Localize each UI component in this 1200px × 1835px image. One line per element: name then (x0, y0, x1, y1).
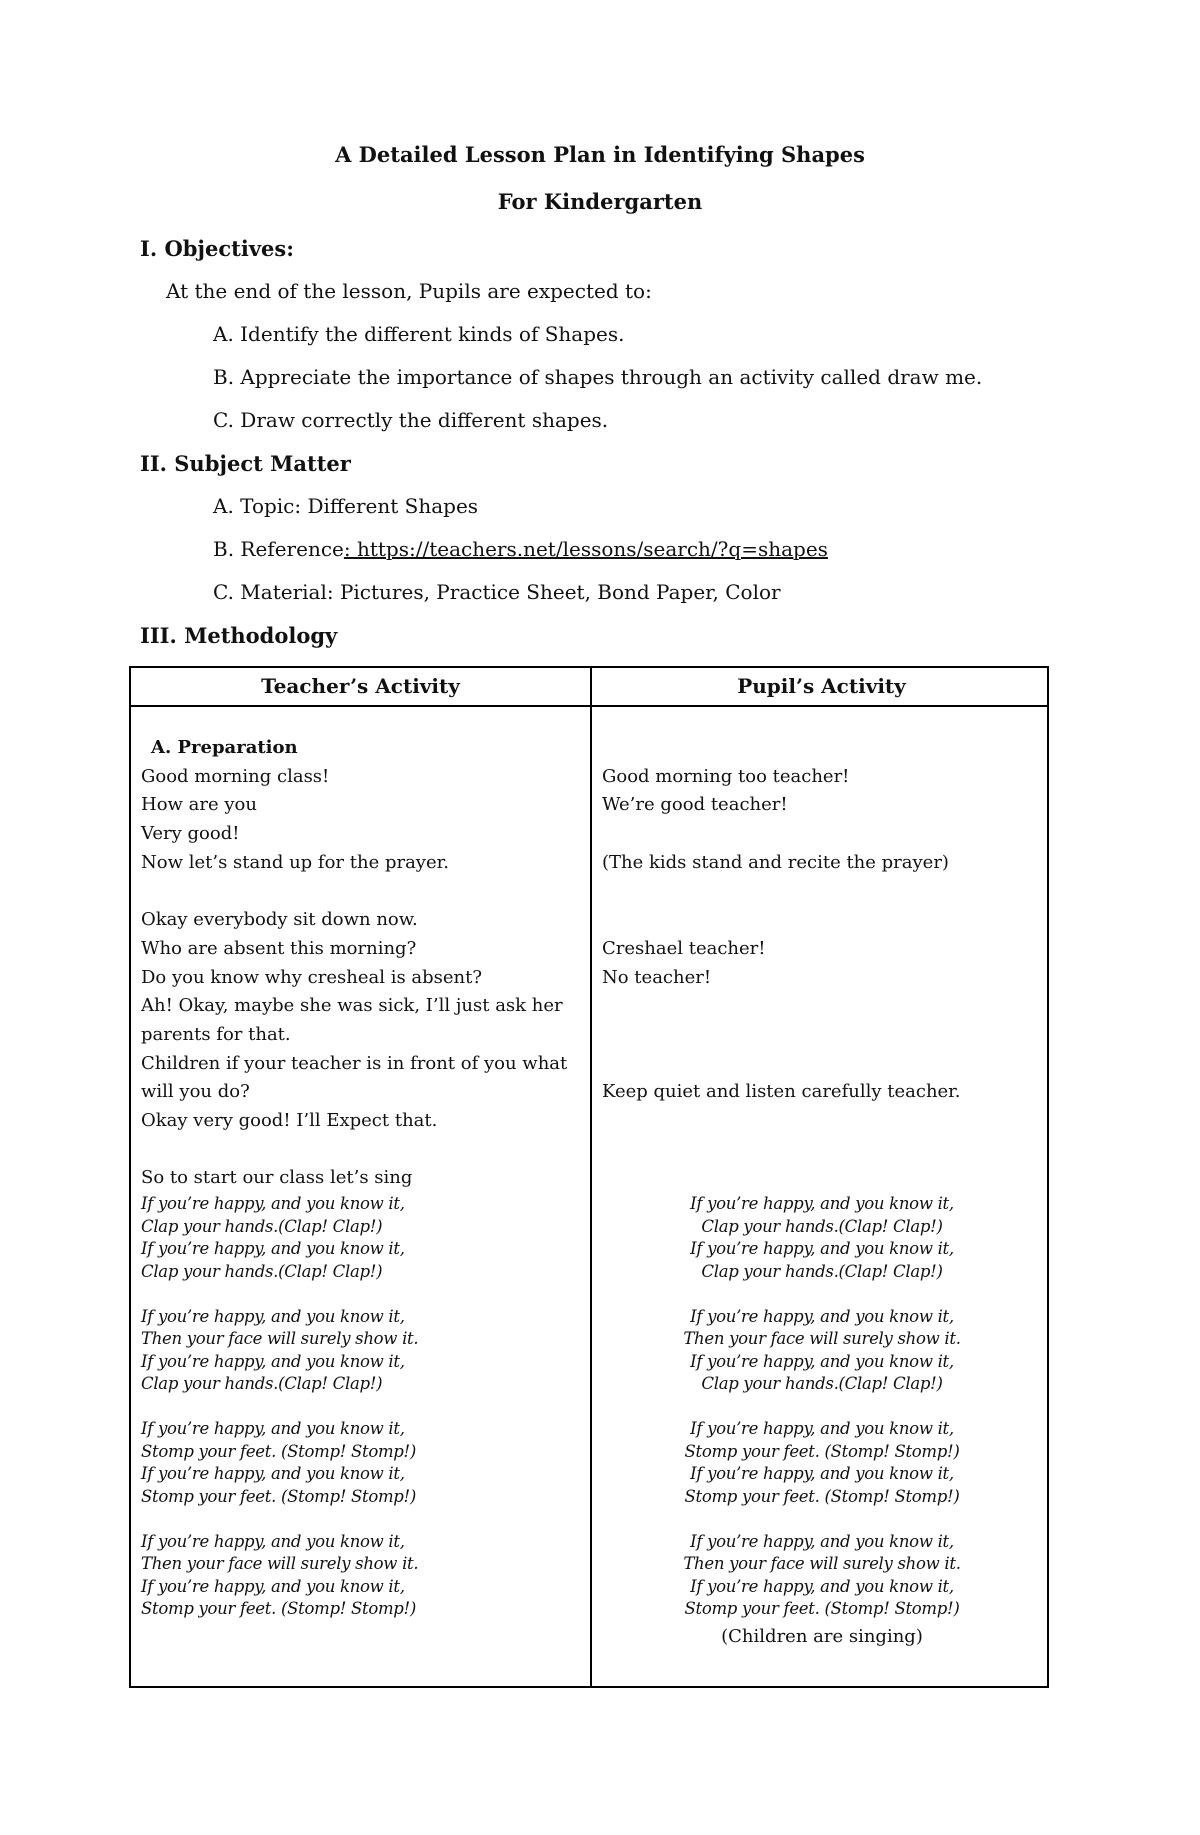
song-line: Clap your hands.(Clap! Clap!) (701, 1261, 943, 1281)
pupil-line (602, 906, 1042, 935)
table-header-pupil: Pupil’s Activity (737, 674, 906, 698)
song-line: Stomp your feet. (Stomp! Stomp!) (684, 1486, 960, 1506)
teacher-line: How are you (141, 794, 257, 816)
teacher-line: So to start our class let’s sing (141, 1167, 413, 1189)
song-line: Then your face will surely show it. (141, 1554, 419, 1573)
song-line: Stomp your feet. (Stomp! Stomp!) (141, 1486, 417, 1506)
reference-label: B. Reference (213, 537, 344, 561)
teacher-line: Good morning class! (141, 765, 330, 787)
pupil-line: We’re good teacher! (602, 794, 788, 816)
subject-reference (213, 537, 828, 561)
song-line: If you’re happy, and you know it, (141, 1576, 405, 1596)
pupil-column (602, 734, 1042, 1651)
song-line: Clap your hands.(Clap! Clap!) (141, 1374, 383, 1393)
objective-item-b: B. Appreciate the importance of shapes through an activity called draw me. (213, 365, 983, 389)
song-line: Clap your hands.(Clap! Clap!) (701, 1216, 943, 1236)
subject-matter-heading: II. Subject Matter (140, 451, 351, 476)
teacher-line: Who are absent this morning? (141, 937, 417, 959)
objective-item-c: C. Draw correctly the different shapes. (213, 408, 609, 432)
song-line: If you’re happy, and you know it, (690, 1531, 954, 1551)
teacher-line: Okay everybody sit down now. (141, 909, 418, 931)
song-line: If you’re happy, and you know it, (690, 1239, 954, 1258)
subject-material: C. Material: Pictures, Practice Sheet, Bond Paper, Color (213, 580, 781, 604)
teacher-line (141, 1136, 581, 1165)
song-line: If you’re happy, and you know it, (141, 1194, 405, 1213)
teacher-line: will you do? (141, 1081, 250, 1103)
teacher-line: Ah! Okay, maybe she was sick, I’ll just ask her (141, 995, 563, 1017)
song-line: If you’re happy, and you know it, (690, 1464, 954, 1483)
song-line: Stomp your feet. (Stomp! Stomp!) (684, 1441, 960, 1461)
song-line: If you’re happy, and you know it, (690, 1576, 954, 1596)
teacher-line: Okay very good! I’ll Expect that. (141, 1109, 438, 1131)
song-line: Stomp your feet. (Stomp! Stomp!) (141, 1599, 417, 1618)
song-line: Then your face will surely show it. (683, 1329, 961, 1348)
teacher-line (141, 877, 581, 906)
song-line: If you’re happy, and you know it, (141, 1306, 405, 1326)
teacher-line: Do you know why cresheal is absent? (141, 966, 483, 988)
pupil-line: Creshael teacher! (602, 937, 766, 959)
document-title: A Detailed Lesson Plan in Identifying Shapes (335, 142, 865, 167)
pupil-line (602, 1021, 1042, 1050)
reference-link[interactable]: : https://teachers.net/lessons/search/?q=shapes (343, 537, 828, 561)
song-line: If you’re happy, and you know it, (690, 1351, 954, 1371)
table-header-teacher: Teacher’s Activity (261, 674, 460, 698)
song-line: If you’re happy, and you know it, (141, 1351, 405, 1371)
pupil-line: Good morning too teacher! (602, 765, 850, 787)
song-line: Then your face will surely show it. (683, 1554, 961, 1573)
song-line: If you’re happy, and you know it, (690, 1419, 954, 1438)
song-line: Clap your hands.(Clap! Clap!) (141, 1261, 383, 1281)
table-column-divider (590, 668, 592, 1686)
objectives-heading: I. Objectives: (140, 236, 294, 261)
pupil-line: Keep quiet and listen carefully teacher. (602, 1081, 961, 1103)
teacher-line: parents for that. (141, 1023, 291, 1045)
methodology-heading: III. Methodology (140, 623, 338, 648)
song-line: If you’re happy, and you know it, (141, 1531, 405, 1551)
song-line: Clap your hands.(Clap! Clap!) (141, 1216, 383, 1236)
song-line: If you’re happy, and you know it, (141, 1464, 405, 1483)
teacher-column (141, 734, 581, 1621)
pupil-line (602, 1050, 1042, 1079)
document-subtitle: For Kindergarten (497, 189, 703, 214)
pupil-song (602, 1193, 1042, 1621)
methodology-table (129, 666, 1049, 1688)
pupil-closing: (Children are singing) (721, 1625, 923, 1647)
pupil-line: No teacher! (602, 966, 712, 988)
section-heading-preparation: A. Preparation (151, 737, 298, 758)
song-line: If you’re happy, and you know it, (141, 1419, 405, 1438)
song-line: Then your face will surely show it. (141, 1329, 419, 1348)
teacher-line: Very good! (141, 823, 240, 845)
teacher-song (141, 1193, 581, 1621)
song-line: If you’re happy, and you know it, (690, 1306, 954, 1326)
song-line: If you’re happy, and you know it, (141, 1239, 405, 1258)
pupil-line (602, 992, 1042, 1021)
teacher-line: Children if your teacher is in front of you what (141, 1052, 568, 1074)
song-line: Stomp your feet. (Stomp! Stomp!) (141, 1441, 417, 1461)
teacher-line: Now let’s stand up for the prayer. (141, 851, 449, 873)
pupil-line (602, 820, 1042, 849)
song-line: Clap your hands.(Clap! Clap!) (701, 1374, 943, 1393)
song-line: Stomp your feet. (Stomp! Stomp!) (684, 1599, 960, 1618)
table-header-divider (131, 705, 1047, 707)
subject-topic: A. Topic: Different Shapes (213, 494, 479, 518)
pupil-line (602, 877, 1042, 906)
song-line: If you’re happy, and you know it, (690, 1194, 954, 1213)
pupil-line: (The kids stand and recite the prayer) (602, 851, 949, 873)
objectives-intro: At the end of the lesson, Pupils are expected to: (166, 279, 652, 303)
objective-item-a: A. Identify the different kinds of Shapes. (213, 322, 625, 346)
